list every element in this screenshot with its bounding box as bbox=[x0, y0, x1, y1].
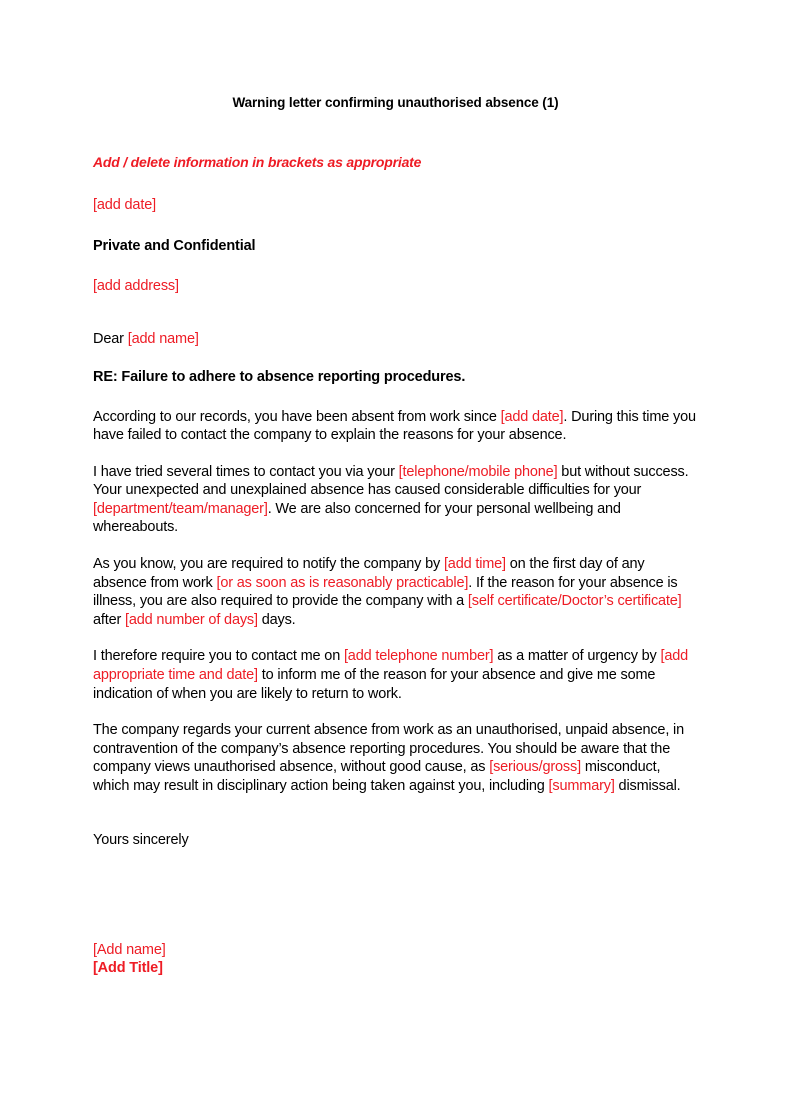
page-title: Warning letter confirming unauthorised absence (1) bbox=[232, 95, 559, 110]
body-text: . During this time you have failed to contact the company to explain the reasons for your absence. bbox=[93, 408, 696, 444]
body-text: . We are also concerned for your personal wellbeing and whereabouts. bbox=[93, 500, 621, 536]
signature-block bbox=[93, 941, 698, 977]
placeholder-text: [add number of days] bbox=[125, 611, 258, 628]
body-text: days. bbox=[257, 611, 296, 628]
placeholder-text: [self certificate/Doctor’s certificate] bbox=[467, 593, 682, 610]
subject-line: RE: Failure to adhere to absence reporting procedures. bbox=[93, 369, 466, 385]
body-text: on the first day of any absence from work bbox=[93, 556, 645, 591]
placeholder-text: [add date] bbox=[500, 408, 564, 425]
placeholder-text: [add time] bbox=[443, 556, 506, 573]
para-require-contact bbox=[93, 647, 698, 703]
placeholder-text: [department/team/manager] bbox=[93, 500, 268, 517]
body-text: According to our records, you have been absent from work since bbox=[93, 408, 501, 425]
para-notify-rules bbox=[93, 555, 698, 629]
placeholder-text: [telephone/mobile phone] bbox=[398, 463, 558, 480]
placeholder-text: [summary] bbox=[548, 778, 615, 794]
body-text: I therefore require you to contact me on bbox=[93, 648, 344, 665]
para-records bbox=[93, 408, 698, 445]
letter-body bbox=[93, 0, 698, 977]
para-contact-attempts bbox=[93, 463, 698, 537]
closing-salutation: Yours sincerely bbox=[93, 831, 189, 848]
instruction-note: Add / delete information in brackets as appropriate bbox=[93, 154, 422, 170]
body-text: as a matter of urgency by bbox=[493, 648, 661, 665]
body-text: but without success. Your unexpected and unexplained absence has caused considerable difficulties for your bbox=[93, 463, 689, 499]
body-text: after bbox=[93, 611, 126, 628]
placeholder-text: [add appropriate time and date] bbox=[93, 648, 689, 684]
signature-name-placeholder: [Add name] bbox=[93, 941, 166, 958]
body-text: dismissal. bbox=[614, 778, 681, 794]
date-placeholder: [add date] bbox=[93, 197, 156, 213]
placeholder-text: [or as soon as is reasonably practicable] bbox=[216, 574, 469, 591]
para-consequences bbox=[93, 721, 698, 795]
salutation bbox=[93, 330, 698, 349]
letter-paragraphs bbox=[93, 408, 698, 796]
salutation-prefix: Dear bbox=[93, 330, 128, 347]
placeholder-text: [serious/gross] bbox=[489, 759, 581, 776]
body-text: As you know, you are required to notify the company by bbox=[93, 556, 444, 573]
body-text: . If the reason for your absence is illness, you are also required to provide the company with a bbox=[93, 574, 678, 610]
confidentiality-label: Private and Confidential bbox=[93, 237, 256, 254]
body-text: I have tried several times to contact you via your bbox=[93, 463, 399, 480]
body-text: to inform me of the reason for your absence and give me some indication of when you are likely to return to work. bbox=[93, 667, 656, 702]
body-text: The company regards your current absence from work as an unauthorised, unpaid absence, in contravention of the company’s absence reporting procedures. You should be aware that the company views unauthorised absence, without good cause, as bbox=[93, 722, 684, 776]
signature-title-placeholder: [Add Title] bbox=[93, 959, 163, 976]
salutation-name-placeholder: [add name] bbox=[127, 330, 199, 347]
body-text: misconduct, which may result in disciplinary action being taken against you, including bbox=[93, 759, 661, 794]
placeholder-text: [add telephone number] bbox=[343, 648, 494, 665]
address-placeholder: [add address] bbox=[93, 278, 179, 294]
